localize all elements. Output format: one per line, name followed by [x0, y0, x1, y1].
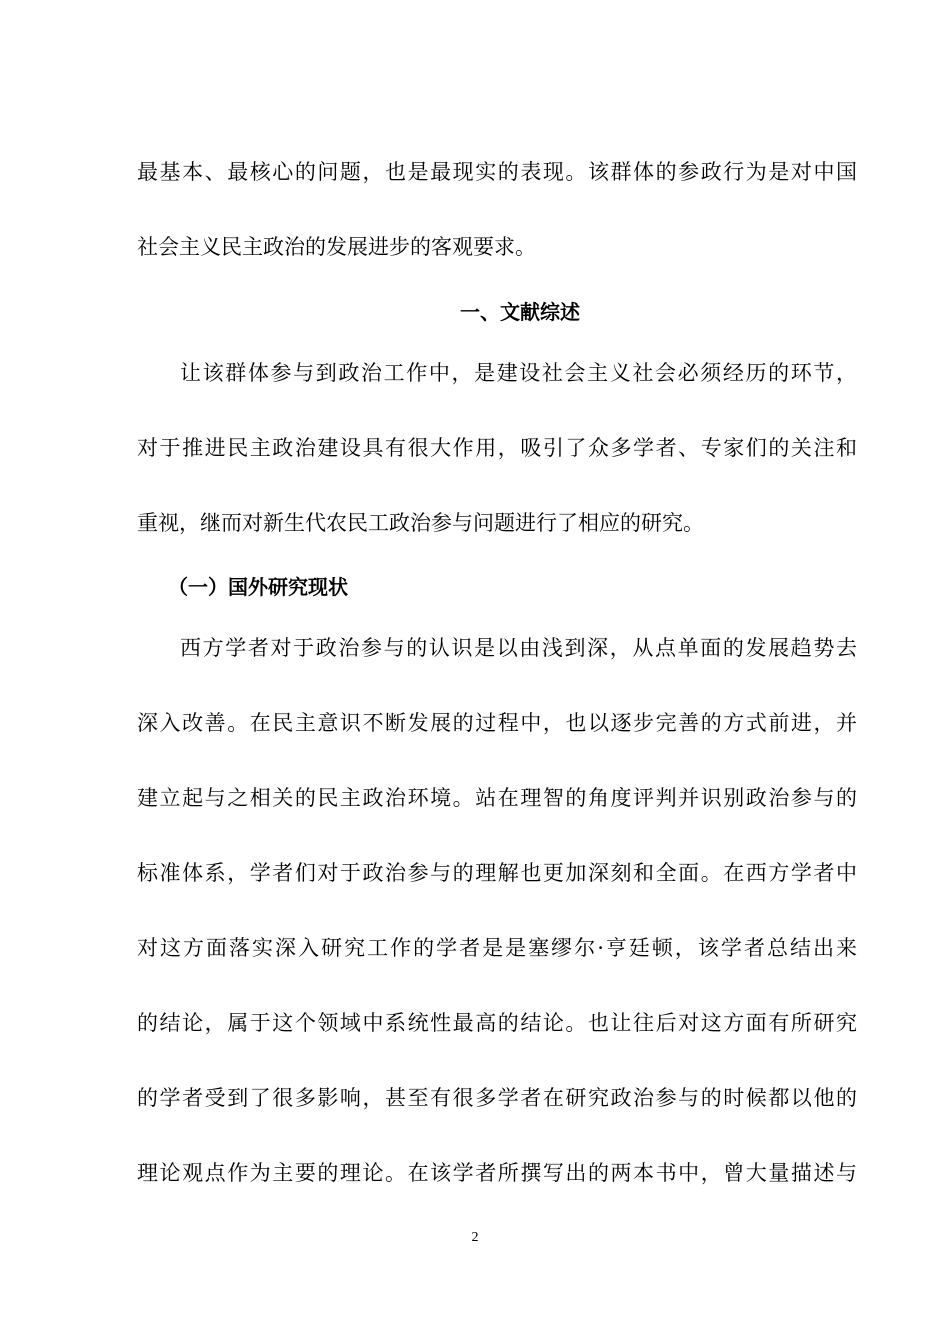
subsection-heading: （一）国外研究现状	[168, 575, 348, 599]
paragraph-2-line-4: 标准体系，学者们对于政治参与的理解也更加深刻和全面。在西方学者中	[137, 861, 857, 885]
paragraph-1-line-1: 让该群体参与到政治工作中，是建设社会主义社会必须经历的环节，	[180, 361, 857, 385]
page-number: 2	[471, 1230, 479, 1245]
paragraph-1-line-2: 对于推进民主政治建设具有很大作用，吸引了众多学者、专家们的关注和	[137, 436, 857, 460]
paragraph-2-line-5: 对这方面落实深入研究工作的学者是是塞缪尔·亨廷顿，该学者总结出来	[137, 936, 857, 960]
paragraph-2-line-2: 深入改善。在民主意识不断发展的过程中，也以逐步完善的方式前进，并	[137, 711, 857, 735]
intro-line-1: 最基本、最核心的问题，也是最现实的表现。该群体的参政行为是对中国	[137, 160, 857, 184]
section-heading: 一、文献综述	[460, 300, 580, 324]
paragraph-2-line-1: 西方学者对于政治参与的认识是以由浅到深，从点单面的发展趋势去	[180, 636, 857, 660]
intro-line-2: 社会主义民主政治的发展进步的客观要求。	[137, 235, 536, 259]
paragraph-1-line-3: 重视，继而对新生代农民工政治参与问题进行了相应的研究。	[137, 511, 704, 535]
paragraph-2-line-7: 的学者受到了很多影响，甚至有很多学者在研究政治参与的时候都以他的	[137, 1086, 857, 1110]
paragraph-2-line-8: 理论观点作为主要的理论。在该学者所撰写出的两本书中，曾大量描述与	[137, 1161, 857, 1185]
paragraph-2-line-6: 的结论，属于这个领域中系统性最高的结论。也让往后对这方面有所研究	[137, 1011, 857, 1035]
paragraph-2-line-3: 建立起与之相关的民主政治环境。站在理智的角度评判并识别政治参与的	[137, 786, 857, 810]
